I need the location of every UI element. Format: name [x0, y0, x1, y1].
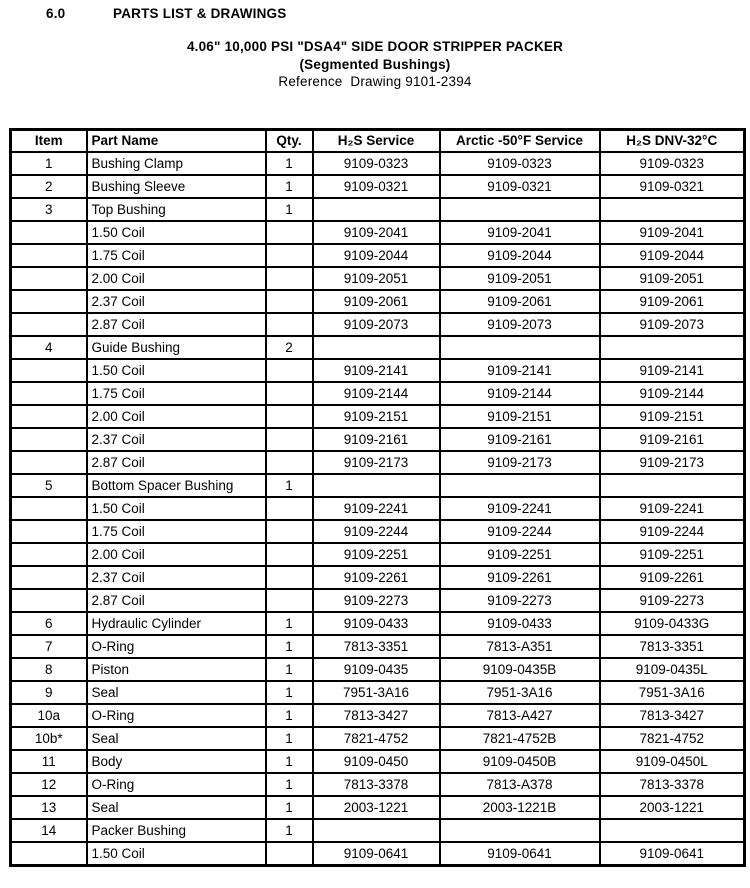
column-header-h2s-service: H₂S Service — [313, 129, 440, 152]
arctic-service-cell: 9109-2141 — [440, 359, 600, 382]
h2s-service-cell: 9109-2051 — [313, 267, 440, 290]
table-row — [11, 267, 745, 290]
item-cell — [11, 359, 87, 382]
part-name-cell: Body — [87, 750, 266, 773]
qty-cell — [266, 244, 313, 267]
h2s-service-cell: 9109-2161 — [313, 428, 440, 451]
h2s-dnv-cell: 9109-2141 — [600, 359, 745, 382]
qty-cell: 1 — [266, 773, 313, 796]
table-row — [11, 842, 745, 865]
h2s-dnv-cell: 9109-0323 — [600, 152, 745, 175]
h2s-service-cell: 9109-0450 — [313, 750, 440, 773]
part-name-cell: 2.00 Coil — [87, 267, 266, 290]
table-row — [11, 543, 745, 566]
item-cell: 13 — [11, 796, 87, 819]
h2s-dnv-cell: 9109-2251 — [600, 543, 745, 566]
h2s-service-cell: 9109-2073 — [313, 313, 440, 336]
parts-table — [9, 128, 746, 867]
h2s-service-cell: 9109-0321 — [313, 175, 440, 198]
part-name-cell: Bushing Sleeve — [87, 175, 266, 198]
h2s-dnv-cell: 9109-2073 — [600, 313, 745, 336]
table-row — [11, 244, 745, 267]
h2s-dnv-cell: 9109-2061 — [600, 290, 745, 313]
item-cell: 12 — [11, 773, 87, 796]
qty-cell — [266, 382, 313, 405]
h2s-service-cell: 9109-2173 — [313, 451, 440, 474]
h2s-service-cell: 9109-0323 — [313, 152, 440, 175]
arctic-service-cell: 7821-4752B — [440, 727, 600, 750]
table-row — [11, 359, 745, 382]
arctic-service-cell: 9109-2051 — [440, 267, 600, 290]
h2s-dnv-cell: 9109-2273 — [600, 589, 745, 612]
arctic-service-cell: 9109-0641 — [440, 842, 600, 865]
qty-cell — [266, 842, 313, 865]
item-cell: 5 — [11, 474, 87, 497]
h2s-dnv-cell — [600, 336, 745, 359]
part-name-cell: 2.87 Coil — [87, 313, 266, 336]
arctic-service-cell: 9109-2144 — [440, 382, 600, 405]
h2s-dnv-cell: 9109-2261 — [600, 566, 745, 589]
h2s-service-cell: 9109-2144 — [313, 382, 440, 405]
h2s-dnv-cell: 7813-3351 — [600, 635, 745, 658]
arctic-service-cell — [440, 336, 600, 359]
arctic-service-cell: 9109-0433 — [440, 612, 600, 635]
column-header-h2s-dnv: H₂S DNV-32°C — [600, 129, 745, 152]
h2s-dnv-cell — [600, 198, 745, 221]
part-name-cell: Bottom Spacer Bushing — [87, 474, 266, 497]
part-name-cell: Guide Bushing — [87, 336, 266, 359]
h2s-service-cell: 9109-2251 — [313, 543, 440, 566]
h2s-service-cell: 9109-2244 — [313, 520, 440, 543]
arctic-service-cell: 7813-A378 — [440, 773, 600, 796]
h2s-service-cell — [313, 198, 440, 221]
item-cell: 4 — [11, 336, 87, 359]
h2s-dnv-cell: 9109-2241 — [600, 497, 745, 520]
table-row — [11, 290, 745, 313]
part-name-cell: Bushing Clamp — [87, 152, 266, 175]
part-name-cell: 2.37 Coil — [87, 428, 266, 451]
item-cell — [11, 244, 87, 267]
section-title: PARTS LIST & DRAWINGS — [113, 6, 287, 21]
h2s-service-cell: 7813-3378 — [313, 773, 440, 796]
doc-title-line1: 4.06" 10,000 PSI "DSA4" SIDE DOOR STRIPPER PACKER — [186, 39, 564, 54]
item-cell — [11, 589, 87, 612]
item-cell: 7 — [11, 635, 87, 658]
table-row — [11, 727, 745, 750]
item-cell: 14 — [11, 819, 87, 842]
h2s-service-cell: 9109-2241 — [313, 497, 440, 520]
h2s-service-cell: 7813-3427 — [313, 704, 440, 727]
table-row — [11, 750, 745, 773]
h2s-dnv-cell: 7951-3A16 — [600, 681, 745, 704]
table-row — [11, 773, 745, 796]
qty-cell: 1 — [266, 658, 313, 681]
part-name-cell: 1.50 Coil — [87, 842, 266, 865]
h2s-service-cell: 9109-0641 — [313, 842, 440, 865]
qty-cell: 1 — [266, 635, 313, 658]
part-name-cell: 1.50 Coil — [87, 221, 266, 244]
item-cell — [11, 290, 87, 313]
item-cell — [11, 221, 87, 244]
h2s-dnv-cell: 9109-2151 — [600, 405, 745, 428]
arctic-service-cell — [440, 198, 600, 221]
column-header-part-name: Part Name — [87, 129, 266, 152]
column-header-qty: Qty. — [266, 129, 313, 152]
part-name-cell: 2.37 Coil — [87, 566, 266, 589]
table-row — [11, 221, 745, 244]
h2s-dnv-cell: 9109-0433G — [600, 612, 745, 635]
arctic-service-cell — [440, 474, 600, 497]
column-header-arctic-service: Arctic -50°F Service — [440, 129, 600, 152]
arctic-service-cell: 9109-2273 — [440, 589, 600, 612]
h2s-dnv-cell: 9109-2144 — [600, 382, 745, 405]
column-header-item: Item — [11, 129, 87, 152]
table-row — [11, 313, 745, 336]
item-cell — [11, 543, 87, 566]
h2s-dnv-cell: 9109-2044 — [600, 244, 745, 267]
item-cell — [11, 313, 87, 336]
h2s-service-cell: 7821-4752 — [313, 727, 440, 750]
part-name-cell: 1.75 Coil — [87, 520, 266, 543]
table-row — [11, 451, 745, 474]
arctic-service-cell: 9109-2161 — [440, 428, 600, 451]
table-row — [11, 635, 745, 658]
h2s-service-cell — [313, 819, 440, 842]
table-row — [11, 704, 745, 727]
h2s-dnv-cell — [600, 819, 745, 842]
h2s-dnv-cell: 9109-2173 — [600, 451, 745, 474]
arctic-service-cell: 9109-2061 — [440, 290, 600, 313]
part-name-cell: 2.37 Coil — [87, 290, 266, 313]
h2s-dnv-cell: 9109-0641 — [600, 842, 745, 865]
h2s-service-cell: 9109-0435 — [313, 658, 440, 681]
h2s-dnv-cell: 2003-1221 — [600, 796, 745, 819]
h2s-service-cell — [313, 336, 440, 359]
qty-cell — [266, 221, 313, 244]
h2s-service-cell: 9109-2273 — [313, 589, 440, 612]
part-name-cell: Seal — [87, 727, 266, 750]
h2s-dnv-cell: 9109-0321 — [600, 175, 745, 198]
item-cell: 6 — [11, 612, 87, 635]
qty-cell — [266, 428, 313, 451]
qty-cell: 1 — [266, 819, 313, 842]
qty-cell: 1 — [266, 474, 313, 497]
h2s-service-cell: 2003-1221 — [313, 796, 440, 819]
doc-title — [0, 38, 750, 91]
h2s-dnv-cell — [600, 474, 745, 497]
parts-table-body — [11, 152, 745, 865]
part-name-cell: 1.50 Coil — [87, 497, 266, 520]
qty-cell — [266, 359, 313, 382]
h2s-dnv-cell: 9109-2244 — [600, 520, 745, 543]
arctic-service-cell — [440, 819, 600, 842]
part-name-cell: 2.00 Coil — [87, 405, 266, 428]
item-cell — [11, 267, 87, 290]
table-row — [11, 566, 745, 589]
arctic-service-cell: 9109-2044 — [440, 244, 600, 267]
qty-cell: 1 — [266, 750, 313, 773]
arctic-service-cell: 7951-3A16 — [440, 681, 600, 704]
table-row — [11, 336, 745, 359]
h2s-dnv-cell: 7821-4752 — [600, 727, 745, 750]
item-cell — [11, 842, 87, 865]
part-name-cell: 1.50 Coil — [87, 359, 266, 382]
table-row — [11, 658, 745, 681]
item-cell: 10b* — [11, 727, 87, 750]
qty-cell: 1 — [266, 612, 313, 635]
arctic-service-cell: 2003-1221B — [440, 796, 600, 819]
h2s-service-cell: 9109-2141 — [313, 359, 440, 382]
item-cell: 11 — [11, 750, 87, 773]
h2s-service-cell: 9109-2041 — [313, 221, 440, 244]
qty-cell — [266, 405, 313, 428]
qty-cell — [266, 497, 313, 520]
h2s-service-cell: 7813-3351 — [313, 635, 440, 658]
arctic-service-cell: 9109-2073 — [440, 313, 600, 336]
qty-cell: 1 — [266, 704, 313, 727]
item-cell — [11, 451, 87, 474]
item-cell — [11, 520, 87, 543]
qty-cell — [266, 290, 313, 313]
table-row — [11, 497, 745, 520]
qty-cell: 1 — [266, 681, 313, 704]
doc-title-line2: (Segmented Bushings) — [299, 56, 451, 72]
arctic-service-cell: 9109-0321 — [440, 175, 600, 198]
h2s-service-cell: 7951-3A16 — [313, 681, 440, 704]
h2s-dnv-cell: 7813-3427 — [600, 704, 745, 727]
arctic-service-cell: 7813-A427 — [440, 704, 600, 727]
part-name-cell: Seal — [87, 681, 266, 704]
document-page — [0, 6, 750, 888]
arctic-service-cell: 9109-0323 — [440, 152, 600, 175]
h2s-dnv-cell: 9109-2051 — [600, 267, 745, 290]
section-heading — [46, 6, 750, 21]
qty-cell — [266, 451, 313, 474]
part-name-cell: Packer Bushing — [87, 819, 266, 842]
h2s-dnv-cell: 9109-2161 — [600, 428, 745, 451]
part-name-cell: Top Bushing — [87, 198, 266, 221]
table-row — [11, 382, 745, 405]
item-cell: 2 — [11, 175, 87, 198]
arctic-service-cell: 9109-2241 — [440, 497, 600, 520]
arctic-service-cell: 9109-2261 — [440, 566, 600, 589]
part-name-cell: 2.87 Coil — [87, 589, 266, 612]
qty-cell: 1 — [266, 796, 313, 819]
arctic-service-cell: 9109-2244 — [440, 520, 600, 543]
h2s-dnv-cell: 9109-2041 — [600, 221, 745, 244]
arctic-service-cell: 9109-2173 — [440, 451, 600, 474]
h2s-service-cell: 9109-2044 — [313, 244, 440, 267]
arctic-service-cell: 9109-0450B — [440, 750, 600, 773]
part-name-cell: 1.75 Coil — [87, 244, 266, 267]
qty-cell — [266, 313, 313, 336]
table-row — [11, 819, 745, 842]
h2s-service-cell: 9109-0433 — [313, 612, 440, 635]
qty-cell: 2 — [266, 336, 313, 359]
table-row — [11, 152, 745, 175]
item-cell — [11, 428, 87, 451]
doc-title-reference: Reference Drawing 9101-2394 — [278, 74, 472, 89]
qty-cell — [266, 566, 313, 589]
qty-cell: 1 — [266, 175, 313, 198]
qty-cell — [266, 589, 313, 612]
table-row — [11, 589, 745, 612]
arctic-service-cell: 9109-2041 — [440, 221, 600, 244]
qty-cell: 1 — [266, 152, 313, 175]
table-header-row — [11, 129, 745, 152]
item-cell — [11, 382, 87, 405]
item-cell: 3 — [11, 198, 87, 221]
h2s-dnv-cell: 9109-0450L — [600, 750, 745, 773]
item-cell: 10a — [11, 704, 87, 727]
arctic-service-cell: 9109-0435B — [440, 658, 600, 681]
qty-cell — [266, 520, 313, 543]
table-row — [11, 520, 745, 543]
h2s-service-cell: 9109-2151 — [313, 405, 440, 428]
table-row — [11, 175, 745, 198]
qty-cell: 1 — [266, 727, 313, 750]
item-cell — [11, 566, 87, 589]
part-name-cell: Piston — [87, 658, 266, 681]
qty-cell: 1 — [266, 198, 313, 221]
h2s-dnv-cell: 9109-0435L — [600, 658, 745, 681]
h2s-dnv-cell: 7813-3378 — [600, 773, 745, 796]
h2s-service-cell — [313, 474, 440, 497]
table-row — [11, 198, 745, 221]
h2s-service-cell: 9109-2261 — [313, 566, 440, 589]
part-name-cell: O-Ring — [87, 635, 266, 658]
part-name-cell: 1.75 Coil — [87, 382, 266, 405]
arctic-service-cell: 9109-2251 — [440, 543, 600, 566]
arctic-service-cell: 9109-2151 — [440, 405, 600, 428]
table-row — [11, 428, 745, 451]
part-name-cell: O-Ring — [87, 704, 266, 727]
qty-cell — [266, 267, 313, 290]
part-name-cell: Seal — [87, 796, 266, 819]
part-name-cell: Hydraulic Cylinder — [87, 612, 266, 635]
part-name-cell: 2.00 Coil — [87, 543, 266, 566]
table-row — [11, 405, 745, 428]
table-row — [11, 474, 745, 497]
part-name-cell: 2.87 Coil — [87, 451, 266, 474]
qty-cell — [266, 543, 313, 566]
h2s-service-cell: 9109-2061 — [313, 290, 440, 313]
item-cell — [11, 405, 87, 428]
item-cell: 8 — [11, 658, 87, 681]
item-cell: 9 — [11, 681, 87, 704]
table-row — [11, 612, 745, 635]
item-cell: 1 — [11, 152, 87, 175]
part-name-cell: O-Ring — [87, 773, 266, 796]
table-row — [11, 681, 745, 704]
arctic-service-cell: 7813-A351 — [440, 635, 600, 658]
section-number: 6.0 — [46, 6, 66, 21]
item-cell — [11, 497, 87, 520]
table-row — [11, 796, 745, 819]
